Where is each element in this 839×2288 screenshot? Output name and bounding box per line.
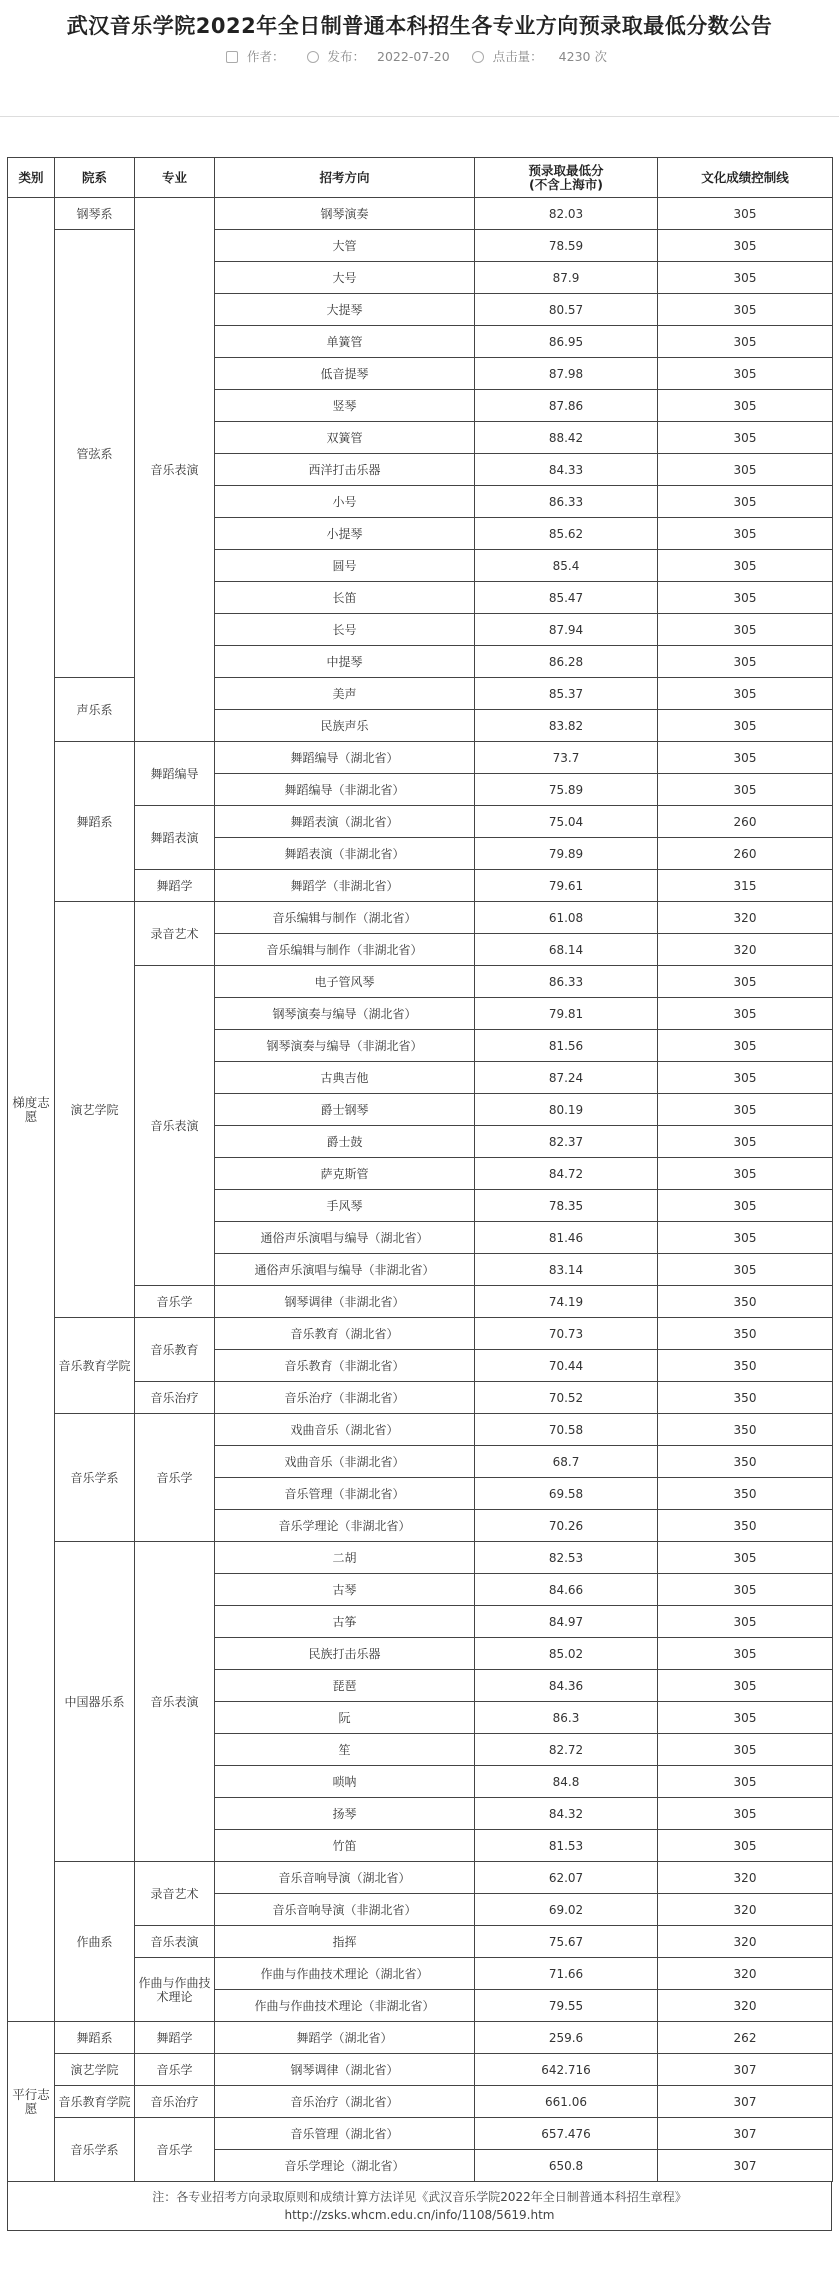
culture-cell: 305 (658, 1126, 833, 1158)
culture-cell: 305 (658, 710, 833, 742)
culture-cell: 305 (658, 198, 833, 230)
culture-cell: 305 (658, 390, 833, 422)
culture-cell: 305 (658, 1030, 833, 1062)
score-cell: 68.14 (475, 934, 658, 966)
major-cell: 音乐治疗 (135, 1382, 215, 1414)
school-cell: 钢琴系 (55, 198, 135, 230)
major-cell: 音乐表演 (135, 1926, 215, 1958)
score-cell: 85.37 (475, 678, 658, 710)
culture-cell: 305 (658, 262, 833, 294)
score-cell: 70.73 (475, 1318, 658, 1350)
table-row (8, 2086, 833, 2118)
direction-cell: 钢琴演奏与编导（湖北省） (215, 998, 475, 1030)
culture-cell: 305 (658, 1606, 833, 1638)
culture-cell: 307 (658, 2150, 833, 2182)
col-culture: 文化成绩控制线 (658, 158, 833, 198)
author-info: 作者： (226, 49, 291, 64)
score-cell: 85.02 (475, 1638, 658, 1670)
direction-cell: 古琴 (215, 1574, 475, 1606)
direction-cell: 作曲与作曲技术理论（湖北省） (215, 1958, 475, 1990)
page-title: 武汉音乐学院2022年全日制普通本科招生各专业方向预录取最低分数公告 (66, 14, 773, 38)
major-cell: 舞蹈学 (135, 870, 215, 902)
direction-cell: 指挥 (215, 1926, 475, 1958)
score-cell: 69.58 (475, 1478, 658, 1510)
culture-cell: 320 (658, 1990, 833, 2022)
direction-cell: 大管 (215, 230, 475, 262)
culture-cell: 307 (658, 2054, 833, 2086)
direction-cell: 音乐编辑与制作（非湖北省） (215, 934, 475, 966)
score-cell: 70.44 (475, 1350, 658, 1382)
direction-cell: 戏曲音乐（非湖北省） (215, 1446, 475, 1478)
score-cell: 86.28 (475, 646, 658, 678)
score-cell: 87.86 (475, 390, 658, 422)
score-cell: 79.55 (475, 1990, 658, 2022)
table-row (8, 2054, 833, 2086)
direction-cell: 通俗声乐演唱与编导（非湖北省） (215, 1254, 475, 1286)
direction-cell: 中提琴 (215, 646, 475, 678)
direction-cell: 作曲与作曲技术理论（非湖北省） (215, 1990, 475, 2022)
culture-cell: 305 (658, 1254, 833, 1286)
table-row (8, 230, 833, 262)
direction-cell: 钢琴演奏与编导（非湖北省） (215, 1030, 475, 1062)
major-cell: 音乐表演 (135, 966, 215, 1286)
school-cell: 音乐学系 (55, 2118, 135, 2182)
score-cell: 82.72 (475, 1734, 658, 1766)
major-cell: 音乐学 (135, 2054, 215, 2086)
score-cell: 85.62 (475, 518, 658, 550)
culture-cell: 305 (658, 294, 833, 326)
score-cell: 650.8 (475, 2150, 658, 2182)
direction-cell: 舞蹈表演（湖北省） (215, 806, 475, 838)
table-row (8, 1414, 833, 1446)
direction-cell: 大号 (215, 262, 475, 294)
score-cell: 73.7 (475, 742, 658, 774)
direction-cell: 圆号 (215, 550, 475, 582)
score-cell: 657.476 (475, 2118, 658, 2150)
culture-cell: 305 (658, 966, 833, 998)
table-row (8, 2022, 833, 2054)
direction-cell: 音乐教育（非湖北省） (215, 1350, 475, 1382)
culture-cell: 262 (658, 2022, 833, 2054)
culture-cell: 307 (658, 2118, 833, 2150)
major-cell: 作曲与作曲技术理论 (135, 1958, 215, 2022)
culture-cell: 350 (658, 1414, 833, 1446)
category-cell: 梯度志愿 (8, 198, 55, 2022)
score-cell: 81.56 (475, 1030, 658, 1062)
culture-cell: 260 (658, 806, 833, 838)
score-cell: 86.95 (475, 326, 658, 358)
col-direction: 招考方向 (215, 158, 475, 198)
score-cell: 84.32 (475, 1798, 658, 1830)
culture-cell: 305 (658, 1158, 833, 1190)
table-row (8, 902, 833, 934)
score-cell: 84.72 (475, 1158, 658, 1190)
table-row (8, 1318, 833, 1350)
direction-cell: 钢琴调律（非湖北省） (215, 1286, 475, 1318)
culture-cell: 315 (658, 870, 833, 902)
culture-cell: 305 (658, 454, 833, 486)
score-cell: 61.08 (475, 902, 658, 934)
direction-cell: 双簧管 (215, 422, 475, 454)
score-cell: 259.6 (475, 2022, 658, 2054)
culture-cell: 350 (658, 1446, 833, 1478)
culture-cell: 305 (658, 774, 833, 806)
direction-cell: 舞蹈学（湖北省） (215, 2022, 475, 2054)
table-row (8, 1862, 833, 1894)
score-cell: 642.716 (475, 2054, 658, 2086)
school-cell: 声乐系 (55, 678, 135, 742)
score-cell: 83.82 (475, 710, 658, 742)
direction-cell: 音乐音响导演（非湖北省） (215, 1894, 475, 1926)
culture-cell: 305 (658, 998, 833, 1030)
culture-cell: 260 (658, 838, 833, 870)
direction-cell: 音乐管理（非湖北省） (215, 1478, 475, 1510)
culture-cell: 305 (658, 1094, 833, 1126)
score-cell: 81.53 (475, 1830, 658, 1862)
school-cell: 音乐教育学院 (55, 2086, 135, 2118)
culture-cell: 305 (658, 486, 833, 518)
major-cell: 录音艺术 (135, 902, 215, 966)
direction-cell: 小提琴 (215, 518, 475, 550)
score-cell: 79.61 (475, 870, 658, 902)
direction-cell: 唢呐 (215, 1766, 475, 1798)
score-cell: 84.8 (475, 1766, 658, 1798)
culture-cell: 305 (658, 326, 833, 358)
direction-cell: 阮 (215, 1702, 475, 1734)
direction-cell: 竹笛 (215, 1830, 475, 1862)
direction-cell: 音乐治疗（湖北省） (215, 2086, 475, 2118)
direction-cell: 音乐学理论（湖北省） (215, 2150, 475, 2182)
divider (0, 116, 839, 117)
school-cell: 音乐学系 (55, 1414, 135, 1542)
direction-cell: 长笛 (215, 582, 475, 614)
direction-cell: 古筝 (215, 1606, 475, 1638)
table-row (8, 1542, 833, 1574)
score-cell: 70.52 (475, 1382, 658, 1414)
culture-cell: 305 (658, 1062, 833, 1094)
culture-cell: 305 (658, 742, 833, 774)
culture-cell: 320 (658, 1862, 833, 1894)
direction-cell: 民族打击乐器 (215, 1638, 475, 1670)
direction-cell: 钢琴调律（湖北省） (215, 2054, 475, 2086)
culture-cell: 305 (658, 1638, 833, 1670)
culture-cell: 305 (658, 678, 833, 710)
direction-cell: 大提琴 (215, 294, 475, 326)
major-cell: 舞蹈学 (135, 2022, 215, 2054)
direction-cell: 二胡 (215, 1542, 475, 1574)
table-note (7, 2182, 832, 2231)
eye-icon (472, 51, 484, 63)
culture-cell: 305 (658, 614, 833, 646)
culture-cell: 320 (658, 934, 833, 966)
culture-cell: 350 (658, 1510, 833, 1542)
score-cell: 75.67 (475, 1926, 658, 1958)
score-cell: 84.66 (475, 1574, 658, 1606)
direction-cell: 通俗声乐演唱与编导（湖北省） (215, 1222, 475, 1254)
note-link[interactable]: http://zsks.whcm.edu.cn/info/1108/5619.htm (284, 2208, 555, 2222)
score-cell: 70.58 (475, 1414, 658, 1446)
culture-cell: 320 (658, 1926, 833, 1958)
culture-cell: 305 (658, 518, 833, 550)
culture-cell: 350 (658, 1350, 833, 1382)
author-icon (226, 51, 238, 63)
major-cell: 音乐表演 (135, 198, 215, 742)
major-cell: 音乐学 (135, 1286, 215, 1318)
direction-cell: 西洋打击乐器 (215, 454, 475, 486)
score-cell: 86.33 (475, 486, 658, 518)
culture-cell: 320 (658, 902, 833, 934)
major-cell: 音乐学 (135, 2118, 215, 2182)
culture-cell: 307 (658, 2086, 833, 2118)
culture-cell: 305 (658, 1190, 833, 1222)
score-cell: 62.07 (475, 1862, 658, 1894)
direction-cell: 琵琶 (215, 1670, 475, 1702)
culture-cell: 305 (658, 646, 833, 678)
score-cell: 74.19 (475, 1286, 658, 1318)
major-cell: 音乐治疗 (135, 2086, 215, 2118)
culture-cell: 305 (658, 1702, 833, 1734)
school-cell: 舞蹈系 (55, 2022, 135, 2054)
culture-cell: 305 (658, 422, 833, 454)
table-header-row (8, 158, 833, 198)
major-cell: 舞蹈编导 (135, 742, 215, 806)
direction-cell: 小号 (215, 486, 475, 518)
school-cell: 演艺学院 (55, 2054, 135, 2086)
score-cell: 86.33 (475, 966, 658, 998)
culture-cell: 350 (658, 1318, 833, 1350)
major-cell: 音乐学 (135, 1414, 215, 1542)
culture-cell: 305 (658, 1574, 833, 1606)
direction-cell: 萨克斯管 (215, 1158, 475, 1190)
score-cell: 80.57 (475, 294, 658, 326)
direction-cell: 舞蹈表演（非湖北省） (215, 838, 475, 870)
culture-cell: 305 (658, 550, 833, 582)
score-cell: 83.14 (475, 1254, 658, 1286)
direction-cell: 音乐教育（湖北省） (215, 1318, 475, 1350)
direction-cell: 舞蹈编导（非湖北省） (215, 774, 475, 806)
article-meta (0, 42, 839, 72)
culture-cell: 305 (658, 230, 833, 262)
school-cell: 管弦系 (55, 230, 135, 678)
table-row (8, 198, 833, 230)
score-cell: 85.4 (475, 550, 658, 582)
school-cell: 作曲系 (55, 1862, 135, 2022)
culture-cell: 350 (658, 1478, 833, 1510)
school-cell: 舞蹈系 (55, 742, 135, 902)
date-info: 发布： 2022-07-20 (307, 49, 456, 64)
school-cell: 中国器乐系 (55, 1542, 135, 1862)
direction-cell: 古典吉他 (215, 1062, 475, 1094)
score-cell: 84.33 (475, 454, 658, 486)
direction-cell: 音乐管理（湖北省） (215, 2118, 475, 2150)
score-cell: 70.26 (475, 1510, 658, 1542)
culture-cell: 305 (658, 582, 833, 614)
culture-cell: 320 (658, 1958, 833, 1990)
score-cell: 71.66 (475, 1958, 658, 1990)
direction-cell: 笙 (215, 1734, 475, 1766)
category-cell: 平行志愿 (8, 2022, 55, 2182)
score-cell: 80.19 (475, 1094, 658, 1126)
note-text: 注：各专业招考方向录取原则和成绩计算方法详见《武汉音乐学院2022年全日制普通本科招生章程》 (152, 2190, 687, 2204)
major-cell: 录音艺术 (135, 1862, 215, 1926)
direction-cell: 电子管风琴 (215, 966, 475, 998)
score-cell: 78.59 (475, 230, 658, 262)
direction-cell: 美声 (215, 678, 475, 710)
score-cell: 82.37 (475, 1126, 658, 1158)
culture-cell: 305 (658, 1830, 833, 1862)
direction-cell: 音乐治疗（非湖北省） (215, 1382, 475, 1414)
school-cell: 演艺学院 (55, 902, 135, 1318)
score-cell: 87.98 (475, 358, 658, 390)
major-cell: 音乐教育 (135, 1318, 215, 1382)
score-cell: 75.04 (475, 806, 658, 838)
culture-cell: 350 (658, 1382, 833, 1414)
score-cell: 86.3 (475, 1702, 658, 1734)
major-cell: 音乐表演 (135, 1542, 215, 1862)
direction-cell: 竖琴 (215, 390, 475, 422)
culture-cell: 320 (658, 1894, 833, 1926)
clock-icon (307, 51, 319, 63)
table-row (8, 678, 833, 710)
score-cell: 85.47 (475, 582, 658, 614)
direction-cell: 音乐学理论（非湖北省） (215, 1510, 475, 1542)
score-cell: 82.53 (475, 1542, 658, 1574)
score-table (7, 157, 833, 2182)
culture-cell: 305 (658, 1222, 833, 1254)
direction-cell: 低音提琴 (215, 358, 475, 390)
score-cell: 87.94 (475, 614, 658, 646)
direction-cell: 爵士鼓 (215, 1126, 475, 1158)
score-cell: 84.36 (475, 1670, 658, 1702)
direction-cell: 手风琴 (215, 1190, 475, 1222)
culture-cell: 305 (658, 1766, 833, 1798)
score-cell: 84.97 (475, 1606, 658, 1638)
direction-cell: 音乐音响导演（湖北省） (215, 1862, 475, 1894)
score-cell: 82.03 (475, 198, 658, 230)
score-cell: 81.46 (475, 1222, 658, 1254)
culture-cell: 305 (658, 1798, 833, 1830)
col-major: 专业 (135, 158, 215, 198)
direction-cell: 音乐编辑与制作（湖北省） (215, 902, 475, 934)
school-cell: 音乐教育学院 (55, 1318, 135, 1414)
direction-cell: 舞蹈学（非湖北省） (215, 870, 475, 902)
score-cell: 79.89 (475, 838, 658, 870)
direction-cell: 舞蹈编导（湖北省） (215, 742, 475, 774)
score-cell: 78.35 (475, 1190, 658, 1222)
direction-cell: 戏曲音乐（湖北省） (215, 1414, 475, 1446)
score-cell: 88.42 (475, 422, 658, 454)
score-cell: 75.89 (475, 774, 658, 806)
col-school: 院系 (55, 158, 135, 198)
direction-cell: 长号 (215, 614, 475, 646)
score-cell: 68.7 (475, 1446, 658, 1478)
views-info: 点击量： 4230 次 (472, 49, 613, 64)
direction-cell: 单簧管 (215, 326, 475, 358)
score-cell: 661.06 (475, 2086, 658, 2118)
direction-cell: 民族声乐 (215, 710, 475, 742)
major-cell: 舞蹈表演 (135, 806, 215, 870)
table-row (8, 742, 833, 774)
score-cell: 87.9 (475, 262, 658, 294)
score-cell: 69.02 (475, 1894, 658, 1926)
col-type: 类别 (8, 158, 55, 198)
culture-cell: 305 (658, 358, 833, 390)
direction-cell: 扬琴 (215, 1798, 475, 1830)
culture-cell: 350 (658, 1286, 833, 1318)
culture-cell: 305 (658, 1670, 833, 1702)
culture-cell: 305 (658, 1542, 833, 1574)
culture-cell: 305 (658, 1734, 833, 1766)
table-row (8, 2118, 833, 2150)
direction-cell: 爵士钢琴 (215, 1094, 475, 1126)
direction-cell: 钢琴演奏 (215, 198, 475, 230)
score-cell: 87.24 (475, 1062, 658, 1094)
score-cell: 79.81 (475, 998, 658, 1030)
col-score: 预录取最低分 (不含上海市) (475, 158, 658, 198)
